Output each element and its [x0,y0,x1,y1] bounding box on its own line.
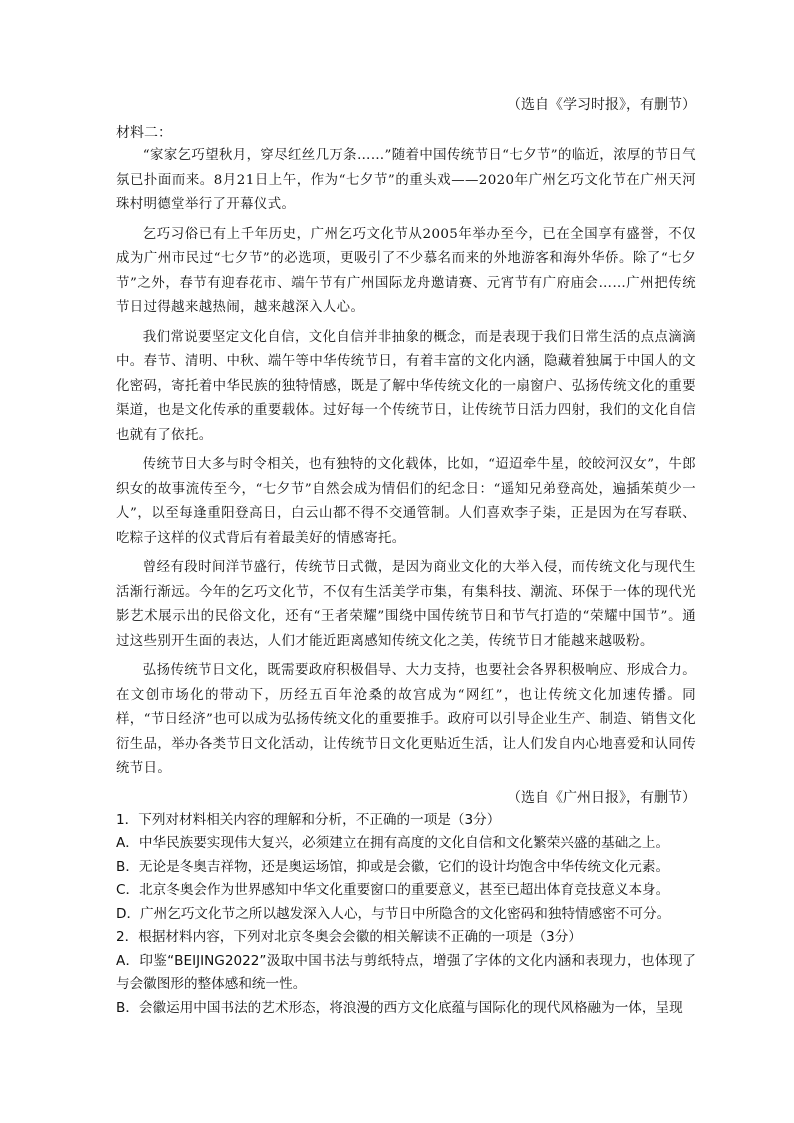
material-label: 材料二： [116,125,172,141]
question-option: A．印鉴“BEIJING2022”汲取中国书法与剪纸特点，增强了字体的文化内涵和表现力，也体现了与会徽图形的整体感和统一性。 [116,952,696,992]
questions-section [116,809,696,1021]
paragraph: 乞巧习俗已有上千年历史，广州乞巧文化节从2005年举办至今，已在全国享有盛誉，不仅成为广州市民过“七夕节”的必选项，更吸引了不少慕名而来的外地游客和海外华侨。除了“七夕节”之外，春节有迎春花市、端午节有广州国际龙舟邀请赛、元宵节有广府庙会……广州把传统节日过得越来越热闹，越来越深入人心。 [116,226,696,315]
paragraph: 我们常说要坚定文化自信，文化自信并非抽象的概念，而是表现于我们日常生活的点点滴滴中。春节、清明、中秋、端午等中华传统节日，有着丰富的文化内涵，隐藏着独属于中国人的文化密码，寄托着中华民族的独特情感，既是了解中华传统文化的一扇窗户、弘扬传统文化的重要渠道，也是文化传承的重要载体。过好每一个传统节日，让传统节日活力四射，我们的文化自信也就有了依托。 [116,329,696,443]
source-citation-2: （选自《广州日报》，有删节） [507,789,696,806]
paragraph: “家家乞巧望秋月，穿尽红丝几万条……”随着中国传统节日“七夕节”的临近，浓厚的节日气氛已扑面而来。8月21日上午，作为“七夕节”的重头戏——2020年广州乞巧文化节在广州天河珠村明德堂举行了开幕仪式。 [116,148,696,212]
question-option: A．中华民族要实现伟大复兴，必须建立在拥有高度的文化自信和文化繁荣兴盛的基础之上。 [116,835,670,851]
question-option: B．无论是冬奥吉祥物，还是奥运场馆，抑或是会徽，它们的设计均饱含中华传统文化元素。 [116,858,670,875]
paragraph: 弘扬传统节日文化，既需要政府积极倡导、大力支持，也要社会各界积极响应、形成合力。在文创市场化的带动下，历经五百年沧桑的故宫成为“网红”，也让传统文化加速传播。同样，“节日经济”也可以成为弘扬传统文化的重要推手。政府可以引导企业生产、制造、销售文化衍生品，举办各类节日文化活动，让传统节日文化更贴近生活，让人们发自内心地喜爱和认同传统节日。 [116,663,696,776]
question-stem: 1．下列对材料相关内容的理解和分析，不正确的一项是（3分） [116,811,501,828]
question-option: B．会徽运用中国书法的艺术形态，将浪漫的西方文化底蕴与国际化的现代风格融为一体，呈现 [116,999,683,1016]
paragraph: 传统节日大多与时令相关，也有独特的文化载体，比如，“迢迢牵牛星，皎皎河汉女”，牛郎织女的故事流传至今，“七夕节”自然会成为情侣们的纪念日：“遥知兄弟登高处，遍插茱萸少一人”，以至每逢重阳登高日，白云山都不得不交通管制。人们喜欢李子柒，正是因为在写春联、吃粽子这样的仪式背后有着最美好的情感寄托。 [116,457,696,546]
paragraph: 曾经有段时间洋节盛行，传统节日式微，是因为商业文化的大举入侵，而传统文化与现代生活渐行渐远。今年的乞巧文化节，不仅有生活美学市集，有集科技、潮流、环保于一体的现代光影艺术展示出的民俗文化，还有“王者荣耀”围绕中国传统节日和节气打造的“荣耀中国节”。通过这些别开生面的表达，人们才能近距离感知传统文化之美，传统节日才能越来越吸粉。 [116,560,696,649]
source-citation-1: （选自《学习时报》，有删节） [507,97,696,113]
document-page [116,94,696,1020]
question-2 [116,926,696,1020]
article-body [116,144,696,782]
question-1 [116,809,696,927]
question-stem: 2．根据材料内容，下列对北京冬奥会会徽的相关解读不正确的一项是（3分） [116,929,582,945]
question-option: C．北京冬奥会作为世界感知中华文化重要窗口的重要意义，甚至已超出体育竞技意义本身。 [116,882,670,898]
question-option: D．广州乞巧文化节之所以越发深入人心，与节日中所隐含的文化密码和独特情感密不可分。 [116,905,671,922]
